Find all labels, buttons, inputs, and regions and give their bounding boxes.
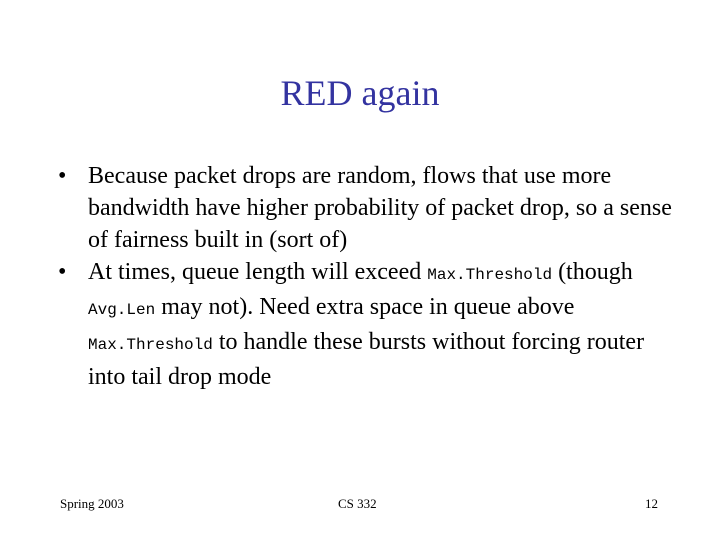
code-term: Max.Threshold	[427, 266, 553, 284]
bullet-item	[58, 256, 678, 393]
code-term: Avg.Len	[88, 301, 156, 319]
footer-course: CS 332	[338, 496, 377, 511]
bullet-list	[58, 160, 678, 393]
bullet-text: At times, queue length will exceed	[88, 259, 428, 285]
bullet-text: Because packet drops are random, flows that use more bandwidth have higher probability of packet drop, so a sense of fairness built in (sort of)	[88, 163, 672, 253]
code-term: Max.Threshold	[88, 336, 213, 354]
footer-page-number: 12	[645, 496, 658, 511]
bullet-item	[58, 160, 678, 256]
slide-title: RED again	[280, 73, 440, 113]
bullet-text: (though	[552, 259, 633, 285]
bullet-text: to handle these bursts without forcing router into tail drop mode	[88, 329, 645, 390]
footer-date: Spring 2003	[60, 496, 124, 511]
bullet-text: may not). Need extra space in queue above	[155, 294, 575, 320]
bullet-icon: •	[58, 259, 67, 285]
bullet-icon: •	[58, 163, 67, 189]
